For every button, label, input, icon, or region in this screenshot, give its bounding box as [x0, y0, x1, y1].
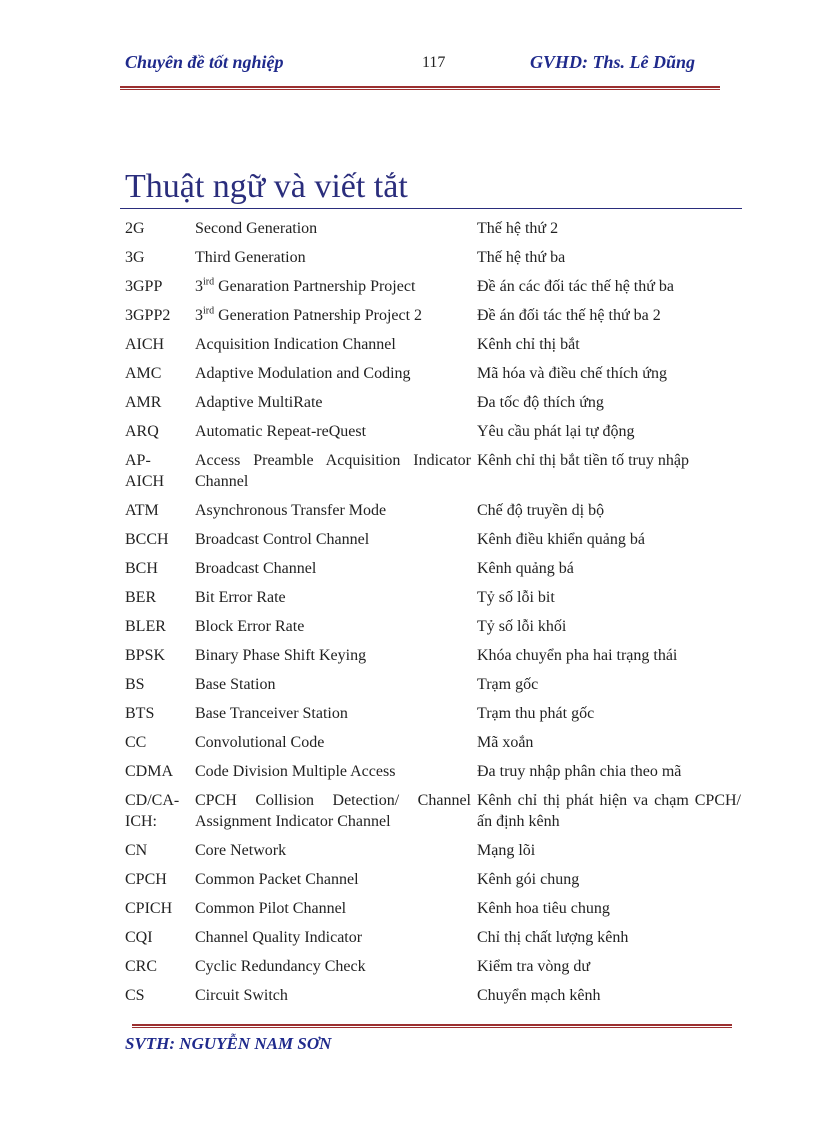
term-full-name: Core Network [195, 842, 287, 859]
term-full-name: Broadcast Channel [195, 560, 317, 577]
term-abbreviation: CD/CA-ICH: [125, 792, 180, 830]
term-row [122, 243, 744, 272]
term-full-name: Asynchronous Transfer Mode [195, 502, 387, 519]
term-full-name: Binary Phase Shift Keying [195, 647, 367, 664]
term-full-name: Broadcast Control Channel [195, 531, 370, 548]
term-full-name: Access Preamble Acquisition Indicator Channel [195, 452, 471, 490]
term-full-name: Bit Error Rate [195, 589, 286, 606]
term-row [122, 981, 744, 1010]
footer-author: SVTH: NGUYỄN NAM SƠN [125, 1034, 332, 1053]
term-abbreviation: BCCH [125, 531, 169, 548]
term-full-name: Adaptive Modulation and Coding [195, 365, 411, 382]
term-abbreviation: BLER [125, 618, 166, 635]
term-row [122, 554, 744, 583]
term-full-name: Circuit Switch [195, 987, 288, 1004]
term-abbreviation: CPCH [125, 871, 167, 888]
term-abbreviation: CN [125, 842, 148, 859]
term-vietnamese: Tỷ số lỗi bit [477, 589, 555, 606]
term-abbreviation: 3GPP [125, 278, 163, 295]
term-row [122, 388, 744, 417]
term-full-name-superscript: ird [203, 305, 215, 317]
term-row [122, 786, 744, 836]
term-vietnamese: Mạng lõi [477, 842, 536, 859]
term-abbreviation: AP-AICH [125, 452, 165, 490]
page-title: Thuật ngữ và viết tắt [125, 168, 408, 205]
term-abbreviation: 3G [125, 249, 145, 266]
header-left: Chuyên đề tốt nghiệp [125, 52, 284, 72]
header-rule [120, 86, 720, 90]
term-row [122, 612, 744, 641]
term-vietnamese: Đề án đối tác thế hệ thứ ba 2 [477, 307, 661, 324]
term-abbreviation: ATM [125, 502, 159, 519]
term-abbreviation: AMC [125, 365, 162, 382]
term-vietnamese: Kênh chỉ thị bắt [477, 336, 580, 353]
term-full-name: Channel Quality Indicator [195, 929, 363, 946]
term-full-name: Automatic Repeat-reQuest [195, 423, 367, 440]
term-full-name-superscript: ird [203, 276, 215, 288]
term-full-name: Base Station [195, 676, 276, 693]
term-full-name-text: Generation Patnership Project 2 [214, 307, 423, 324]
term-abbreviation: CPICH [125, 900, 173, 917]
term-row [122, 670, 744, 699]
term-full-name-number: 3 [195, 278, 203, 295]
term-row [122, 952, 744, 981]
term-abbreviation: BCH [125, 560, 158, 577]
terms-table [122, 214, 744, 1010]
term-abbreviation: AMR [125, 394, 162, 411]
term-row [122, 272, 744, 301]
term-full-name: Common Packet Channel [195, 871, 359, 888]
term-full-name: Third Generation [195, 249, 306, 266]
terms-table-body [122, 214, 744, 1010]
term-full-name [192, 301, 474, 330]
term-abbreviation: ARQ [125, 423, 159, 440]
term-row [122, 417, 744, 446]
header-right: GVHD: Ths. Lê Dũng [530, 52, 696, 72]
term-row [122, 923, 744, 952]
term-row [122, 699, 744, 728]
term-row [122, 865, 744, 894]
term-row [122, 894, 744, 923]
term-vietnamese: Yêu cầu phát lại tự động [477, 423, 635, 440]
term-row [122, 496, 744, 525]
term-abbreviation: CS [125, 987, 145, 1004]
term-vietnamese: Khóa chuyển pha hai trạng thái [477, 647, 678, 664]
term-vietnamese: Chế độ truyền dị bộ [477, 502, 605, 519]
term-vietnamese: Chuyển mạch kênh [477, 987, 601, 1004]
title-rule [120, 208, 742, 209]
term-abbreviation: CRC [125, 958, 158, 975]
term-row [122, 728, 744, 757]
term-row [122, 757, 744, 786]
term-vietnamese: Mã xoắn [477, 734, 534, 751]
term-vietnamese: Kiểm tra vòng dư [477, 958, 591, 975]
term-vietnamese: Thế hệ thứ 2 [477, 220, 559, 237]
term-vietnamese: Thế hệ thứ ba [477, 249, 566, 266]
term-row [122, 583, 744, 612]
term-vietnamese: Kênh chỉ thị phát hiện va chạm CPCH/ấn định kênh [477, 792, 741, 830]
term-vietnamese: Mã hóa và điều chế thích ứng [477, 365, 667, 382]
term-full-name-text: Genaration Partnership Project [214, 278, 416, 295]
term-vietnamese: Kênh hoa tiêu chung [477, 900, 610, 917]
term-row [122, 641, 744, 670]
term-full-name: Block Error Rate [195, 618, 305, 635]
term-full-name: Code Division Multiple Access [195, 763, 396, 780]
term-full-name: Adaptive MultiRate [195, 394, 323, 411]
term-abbreviation: CC [125, 734, 147, 751]
term-vietnamese: Đa tốc độ thích ứng [477, 394, 604, 411]
term-row [122, 330, 744, 359]
term-row [122, 446, 744, 496]
term-full-name: Cyclic Redundancy Check [195, 958, 366, 975]
term-full-name-number: 3 [195, 307, 203, 324]
term-vietnamese: Kênh quảng bá [477, 560, 574, 577]
term-abbreviation: BPSK [125, 647, 166, 664]
term-full-name: Base Tranceiver Station [195, 705, 348, 722]
term-row [122, 359, 744, 388]
term-row [122, 836, 744, 865]
term-full-name: CPCH Collision Detection/ Channel Assignment Indicator Channel [195, 792, 471, 830]
term-full-name: Common Pilot Channel [195, 900, 347, 917]
term-vietnamese: Kênh gói chung [477, 871, 580, 888]
term-abbreviation: 3GPP2 [125, 307, 171, 324]
term-abbreviation: AICH [125, 336, 165, 353]
term-vietnamese: Trạm thu phát gốc [477, 705, 595, 722]
term-full-name: Convolutional Code [195, 734, 325, 751]
term-full-name [192, 272, 474, 301]
term-row [122, 214, 744, 243]
term-row [122, 301, 744, 330]
term-vietnamese: Tỷ số lỗi khối [477, 618, 567, 635]
term-row [122, 525, 744, 554]
term-vietnamese: Chỉ thị chất lượng kênh [477, 929, 629, 946]
footer-rule [132, 1024, 732, 1028]
term-full-name: Acquisition Indication Channel [195, 336, 396, 353]
term-full-name: Second Generation [195, 220, 318, 237]
term-vietnamese: Kênh chỉ thị bắt tiền tố truy nhập [477, 452, 689, 469]
term-vietnamese: Kênh điều khiển quảng bá [477, 531, 645, 548]
term-vietnamese: Đề án các đối tác thế hệ thứ ba [477, 278, 675, 295]
term-vietnamese: Đa truy nhập phân chia theo mã [477, 763, 682, 780]
term-abbreviation: 2G [125, 220, 145, 237]
term-abbreviation: CDMA [125, 763, 174, 780]
term-abbreviation: BS [125, 676, 145, 693]
term-abbreviation: CQI [125, 929, 153, 946]
term-vietnamese: Trạm gốc [477, 676, 539, 693]
term-abbreviation: BTS [125, 705, 155, 722]
term-abbreviation: BER [125, 589, 157, 606]
page-number: 117 [422, 54, 446, 71]
